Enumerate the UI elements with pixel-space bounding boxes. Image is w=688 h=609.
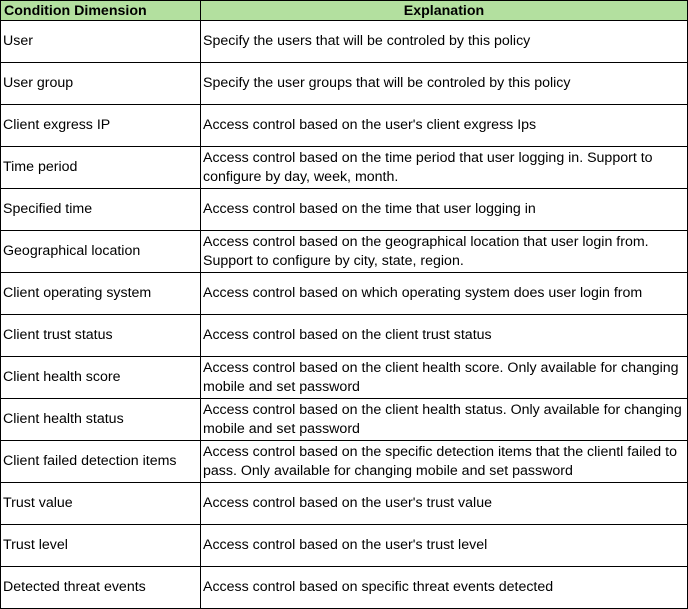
explanation-cell: Access control based on the user's trust level [201,525,688,567]
explanation-cell: Specify the users that will be controled by this policy [201,21,688,63]
explanation-cell: Access control based on the client health status. Only available for changing mobile and set password [201,399,688,441]
table-row [1,567,688,609]
explanation-cell: Access control based on the client trust status [201,315,688,357]
condition-dimension-cell: Specified time [1,189,201,231]
table-row [1,441,688,483]
table-row [1,105,688,147]
table-row [1,63,688,105]
condition-dimension-cell: Geographical location [1,231,201,273]
table-header-row [1,1,688,21]
condition-dimension-cell: Time period [1,147,201,189]
condition-dimension-cell: Client trust status [1,315,201,357]
condition-dimension-cell: Client operating system [1,273,201,315]
explanation-cell: Access control based on specific threat events detected [201,567,688,609]
explanation-cell: Access control based on the user's client exgress Ips [201,105,688,147]
table-row [1,147,688,189]
explanation-cell: Access control based on the client health score. Only available for changing mobile and set password [201,357,688,399]
condition-dimension-cell: Client exgress IP [1,105,201,147]
explanation-cell: Access control based on the time period that user logging in. Support to configure by day, week, month. [201,147,688,189]
table-row [1,483,688,525]
table-row [1,357,688,399]
table-row [1,21,688,63]
table-row [1,525,688,567]
explanation-cell: Access control based on the time that user logging in [201,189,688,231]
explanation-cell: Access control based on the user's trust value [201,483,688,525]
table-row [1,399,688,441]
explanation-cell: Access control based on which operating system does user login from [201,273,688,315]
condition-dimension-cell: Detected threat events [1,567,201,609]
condition-dimension-cell: Client failed detection items [1,441,201,483]
explanation-cell: Access control based on the geographical location that user login from. Support to configure by city, state, region. [201,231,688,273]
explanation-cell: Specify the user groups that will be controled by this policy [201,63,688,105]
explanation-cell: Access control based on the specific detection items that the clientl failed to pass. Only available for changing mobile and set password [201,441,688,483]
table-row [1,231,688,273]
condition-dimension-cell: Trust value [1,483,201,525]
header-explanation: Explanation [201,1,688,21]
table-row [1,273,688,315]
table-row [1,189,688,231]
condition-dimension-cell: User group [1,63,201,105]
condition-dimension-cell: Client health status [1,399,201,441]
header-condition-dimension: Condition Dimension [1,1,201,21]
condition-dimension-cell: Trust level [1,525,201,567]
condition-dimension-cell: Client health score [1,357,201,399]
table-row [1,315,688,357]
condition-dimension-cell: User [1,21,201,63]
